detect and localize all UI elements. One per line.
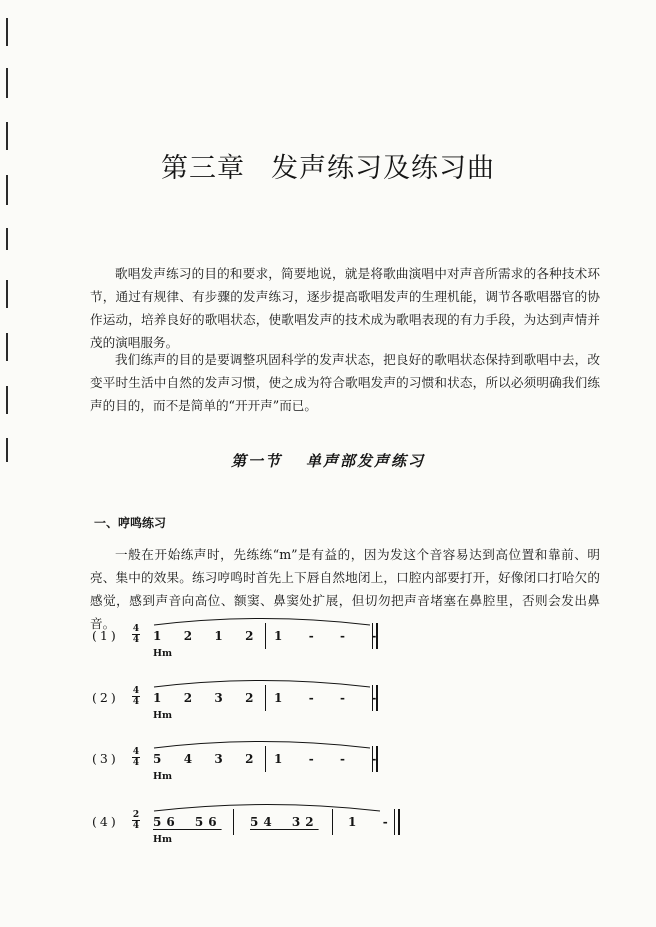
time-signature: 2 4 (132, 810, 140, 831)
barline (265, 746, 266, 772)
time-signature: 4 4 (132, 686, 140, 707)
syllable-label: Hm (153, 834, 173, 845)
intro-paragraph: 我们练声的目的是要调整巩固科学的发声状态，把良好的歌唱状态保持到歌唱中去，改变平时生活中自然的发声习惯，使之成为符合歌唱发声的习惯和状态，所以必须明确我们练声的目的，而不是简单的“开开声”而已。 (90, 352, 600, 413)
subsection-paragraph: 一般在开始练声时，先练练“m”是有益的，因为发这个音容易达到高位置和靠前、明亮、集中的效果。练习哼鸣时首先上下唇自然地闭上，口腔内部要打开，好像闭口打哈欠的感觉，感到声音向高位、额窦、鼻窦处扩展，但切勿把声音堵塞在鼻腔里，否则会发出鼻音。 (90, 547, 600, 631)
section-name: 单声部发声练习 (306, 452, 426, 470)
barline (233, 809, 234, 835)
measure-notes: 1 2 1 2 (153, 629, 254, 643)
measure-tail: 1 - (348, 815, 388, 829)
end-barline (372, 685, 378, 711)
exercise-1 (90, 622, 420, 672)
subsection-title: 一、哼鸣练习 (94, 516, 167, 530)
barline (265, 685, 266, 711)
time-signature: 4 4 (132, 624, 140, 645)
binding-edge-mark (6, 280, 8, 308)
intro-paragraph: 歌唱发声练习的目的和要求，简要地说，就是将歌曲演唱中对声音所需求的各种技术环节，通过有规律、有步骤的发声练习，逐步提高歌唱发声的生理机能，调节各歌唱器官的协作运动，培养良好的歌唱状态，使歌唱发声的技术成为歌唱表现的有力手段，为达到声情并茂的演唱服务。 (90, 266, 600, 350)
exercise-2 (90, 684, 420, 734)
measure-notes: 56 56 (153, 815, 222, 829)
section-title (0, 450, 656, 471)
exercise-label: (1) (92, 628, 119, 643)
measure-notes: 54 32 (250, 815, 319, 829)
syllable-label: Hm (153, 710, 173, 721)
binding-edge-mark (6, 18, 8, 46)
exercise-label: (4) (92, 814, 119, 829)
end-barline (372, 746, 378, 772)
measure-tail: 1 - - - (274, 752, 377, 766)
slur-mark (152, 737, 372, 749)
chapter-name: 发声练习及练习曲 (271, 153, 495, 184)
binding-edge-mark (6, 386, 8, 414)
end-barline (372, 623, 378, 649)
slur-mark (152, 800, 382, 812)
end-barline (394, 809, 400, 835)
syllable-label: Hm (153, 648, 173, 659)
binding-edge-mark (6, 333, 8, 361)
slur-mark (152, 676, 372, 688)
time-signature: 4 4 (132, 747, 140, 768)
chapter-title (0, 146, 656, 185)
measure-notes: 5 4 3 2 (153, 752, 254, 766)
exercise-4 (90, 808, 430, 858)
binding-edge-mark (6, 68, 8, 98)
syllable-label: Hm (153, 771, 173, 782)
barline (265, 623, 266, 649)
measure-tail: 1 - - - (274, 629, 377, 643)
barline (332, 809, 333, 835)
chapter-number: 第三章 (161, 153, 245, 184)
exercise-3 (90, 745, 420, 795)
binding-edge-mark (6, 228, 8, 250)
exercise-label: (3) (92, 751, 119, 766)
slur-mark (152, 614, 372, 626)
section-number: 第一节 (230, 452, 282, 470)
measure-notes: 1 2 3 2 (153, 691, 254, 705)
exercise-label: (2) (92, 690, 119, 705)
measure-tail: 1 - - - (274, 691, 377, 705)
